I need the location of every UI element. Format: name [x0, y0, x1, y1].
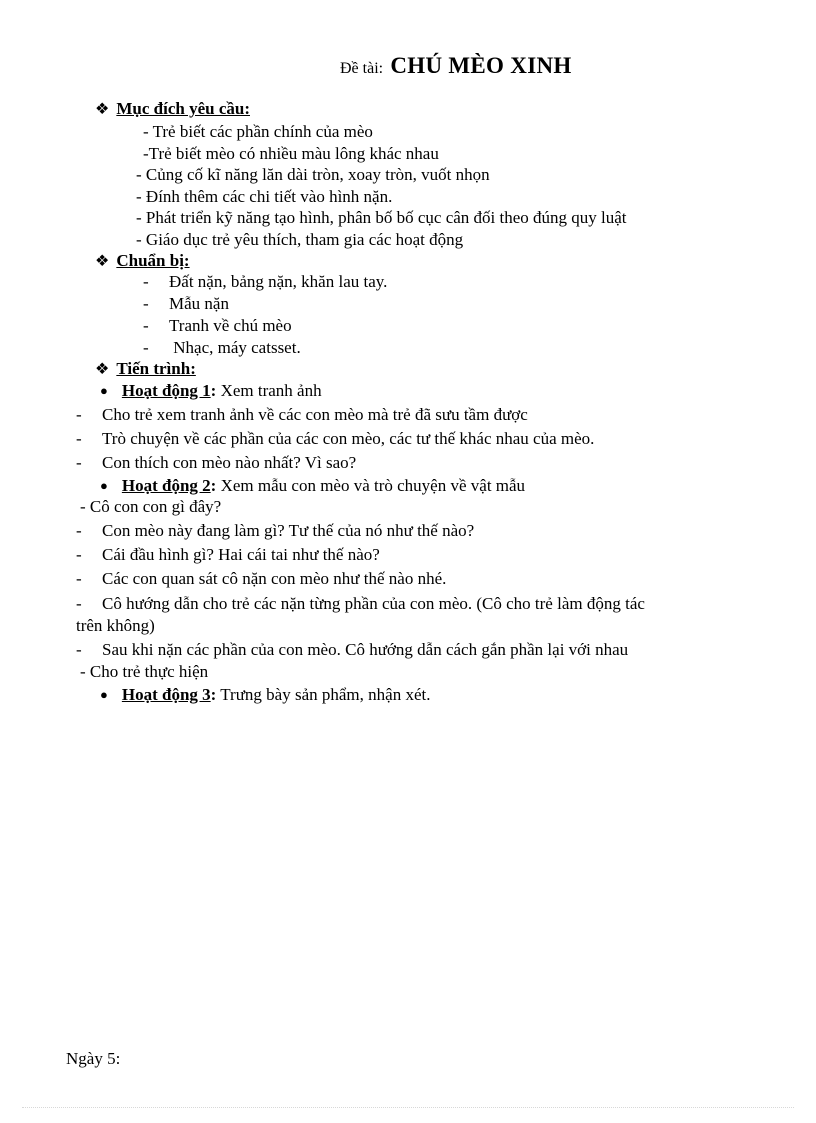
activity-line: - Cô hướng dẫn cho trẻ các nặn từng phần của con mèo. (Cô cho trẻ làm động tác: [76, 594, 645, 613]
objective-item: - Đính thêm các chi tiết vào hình nặn.: [136, 187, 393, 206]
title-main: CHÚ MÈO XINH: [390, 53, 572, 78]
preparation-heading-label: Chuẩn bị:: [116, 251, 190, 270]
activity-2-heading: ● Hoạt động 2: Xem mẫu con mèo và trò chuyện về vật mẫu: [100, 476, 526, 495]
activity-line: - Con thích con mèo nào nhất? Vì sao?: [76, 453, 357, 472]
activity-label: Hoạt động 2: [121, 476, 211, 495]
objectives-heading-label: Mục đích yêu cầu:: [116, 99, 250, 118]
objective-item: - Giáo dục trẻ yêu thích, tham gia các hoạt động: [136, 230, 464, 249]
activity-1-heading: ● Hoạt động 1: Xem tranh ảnh: [100, 381, 322, 400]
objective-item: - Củng cố kĩ năng lăn dài tròn, xoay tròn, vuốt nhọn: [136, 165, 490, 184]
activity-text: Xem tranh ảnh: [216, 381, 322, 400]
round-bullet-icon: ●: [100, 383, 108, 398]
document-title: [340, 53, 572, 79]
diamond-bullet-icon: ❖: [95, 361, 110, 378]
preparation-item: - Đất nặn, bảng nặn, khăn lau tay.: [143, 272, 388, 291]
section-preparation-heading: [95, 251, 190, 271]
activity-line: - Cái đầu hình gì? Hai cái tai như thế nào?: [76, 545, 380, 564]
activity-3-heading: ● Hoạt động 3: Trưng bày sản phẩm, nhận xét.: [100, 685, 431, 704]
title-prefix: Đề tài:: [340, 60, 384, 77]
objective-item: - Phát triển kỹ năng tạo hình, phân bố bố cục cân đối theo đúng quy luật: [136, 208, 627, 227]
activity-line: - Sau khi nặn các phần của con mèo. Cô hướng dẫn cách gắn phần lại với nhau: [76, 640, 629, 659]
section-process-heading: [95, 359, 196, 379]
activity-line: - Các con quan sát cô nặn con mèo như thế nào nhé.: [76, 569, 447, 588]
round-bullet-icon: ●: [100, 478, 108, 493]
objective-item: - Trẻ biết các phần chính của mèo: [143, 122, 373, 141]
objective-item: -Trẻ biết mèo có nhiều màu lông khác nhau: [143, 144, 439, 163]
date-label: Ngày 5:: [66, 1049, 121, 1068]
diamond-bullet-icon: ❖: [95, 101, 110, 118]
process-heading-label: Tiến trình:: [116, 359, 196, 378]
activity-line: - Cho trẻ xem tranh ảnh về các con mèo mà trẻ đã sưu tầm được: [76, 405, 528, 424]
activity-label: Hoạt động 3: [121, 685, 211, 704]
activity-line-wrap: trên không): [76, 616, 155, 635]
preparation-item: - Mẫu nặn: [143, 294, 229, 313]
activity-tail-line: - Cho trẻ thực hiện: [80, 662, 209, 681]
activity-line: - Trò chuyện về các phần của các con mèo, các tư thế khác nhau của mèo.: [76, 429, 595, 448]
diamond-bullet-icon: ❖: [95, 253, 110, 270]
activity-lead-line: - Cô con con gì đây?: [80, 497, 222, 516]
round-bullet-icon: ●: [100, 687, 108, 702]
preparation-item: - Nhạc, máy catsset.: [143, 338, 301, 357]
section-objectives-heading: [95, 99, 250, 119]
page-footer-divider: [22, 1107, 794, 1108]
preparation-item: - Tranh về chú mèo: [143, 316, 292, 335]
activity-text: Xem mẫu con mèo và trò chuyện về vật mẫu: [216, 476, 526, 495]
activity-text: Trưng bày sản phẩm, nhận xét.: [216, 685, 431, 704]
activity-line: - Con mèo này đang làm gì? Tư thế của nó như thế nào?: [76, 521, 475, 540]
activity-label: Hoạt động 1: [121, 381, 211, 400]
